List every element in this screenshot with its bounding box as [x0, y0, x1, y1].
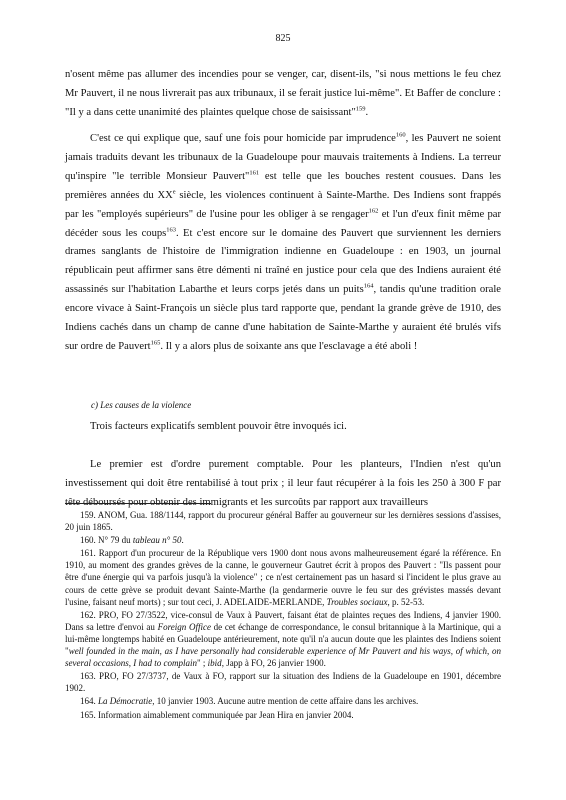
- footnote-ref-163: 163: [166, 226, 177, 233]
- paragraph-3: Trois facteurs explicatifs semblent pouvoir être invoqués ici.: [90, 421, 347, 432]
- footnote-ref-162: 162: [368, 207, 379, 215]
- footnote-161: 161. Rapport d'un procureur de la République vers 1900 dont nous avons malheureusement égaré la référence. En 1910, au moment des grandes grèves de la canne, le gouverneur Gautret écrit à propos des Pauvert : "Ils passent pour être d'une énergie qui va parfois jusqu'à la violence" ; ce n'est certainement pas un hasard si l'incident le plus grave au cours de cette grève se produit devant Sainte-Marthe (la gendarmerie ouvre le feu sur des grévistes massés devant l'usine, faisant neuf morts) ; sur tout ceci, J. ADELAIDE-MERLANDE, Troubles sociaux, p. 52-53.: [65, 548, 501, 607]
- page-number: 825: [275, 33, 291, 44]
- footnote-ref-159: 159: [355, 105, 366, 113]
- footnote-ref-165: 165: [150, 339, 161, 347]
- paragraph-2: C'est ce qui explique que, sauf une fois pour homicide par imprudence$^{160}$, les Pauvert ne soient jamais traduits devant les tribunaux de la Guadeloupe pour mauvais traitements à Indiens. La terreur qu'inspire "le terrible Monsieur Pauvert"$^{161}$ est telle que les bouches restent cousues. Dans les premières années du XXe siècle, les violences continuent à Sainte-Marthe. Des Indiens sont frappés par les "employés supérieurs" de l'usine pour les obliger à se rengager$^{162}$ et l'un d'eux finit même par décéder sous les coups$^{163}$. Et c'est encore sur le domaine des Pauvert que surviennent les derniers drames sanglants de l'histoire de l'immigration indienne en Guadeloupe : en 1903, un journal républicain peut affirmer sans être démenti ni traîné en justice pour cela que des Indiens auraient été assassinés sur l'habitation Labarthe et leurs corps jetés dans un puits$^{164}$, tandis qu'une tradition orale encore vivace à Saint-François un siècle plus tard rapporte que, pendant la grande grève de 1910, des Indiens cachés dans un champ de canne d'une habitation de Sainte-Marthe y auraient été brulés vifs sur ordre de Pauvert$^{165}$. Il y a alors plus de soixante ans que l'esclavage a été aboli !: [65, 131, 502, 352]
- footnote-160: 160. N° 79 du tableau n° 50.: [80, 535, 184, 546]
- footnote-165: 165. Information aimablement communiquée par Jean Hira en janvier 2004.: [80, 709, 354, 720]
- footnote-164: 164. La Démocratie, 10 janvier 1903. Aucune autre mention de cette affaire dans les archives.: [80, 696, 419, 707]
- paragraph-1: n'osent même pas allumer des incendies pour se venger, car, disent-ils, "si nous mettions le feu chez Mr Pauvert, il ne nous livrerait pas aux tribunaux, il se ferait justice lui-même". Et Baffer de conclure : "Il y a dans cette unanimité des plaintes quelque chose de saisissant"$^{159}$.: [65, 69, 501, 118]
- footnote-162: 162. PRO, FO 27/3522, vice-consul de Vaux à Pauvert, faisant état de plaintes reçues des Indiens, 4 janvier 1900. Dans sa lettre d'envoi au Foreign Office de cet échange de correspondance, le consul britannique à la Martinique, qui a lui-même longtemps habité en Guadeloupe antérieurement, note qu'il n'a aucun doute que les plaintes des Indiens soient "well founded in the main, as I have personally had considerable experience of Mr Pauvert and his ways, of which, on several occasions, I had to complain" ; ibid, Japp à FO, 26 janvier 1900.: [65, 609, 501, 669]
- section-heading: c) Les causes de la violence: [91, 400, 192, 410]
- footnote-divider: [65, 503, 211, 504]
- footnotes: [65, 509, 501, 722]
- footnote-ref-160: 160: [395, 131, 406, 139]
- footnote-ref-164: 164: [363, 282, 374, 290]
- footnote-ref-161: 161: [249, 169, 260, 177]
- footnote-159: 159. ANOM, Gua. 188/1144, rapport du procureur général Baffer au gouverneur sur les dernières sessions d'assises, 20 juin 1865.: [65, 510, 501, 533]
- footnote-163: 163. PRO, FO 27/3737, de Vaux à FO, rapport sur la situation des Indiens de la Guadeloupe en 1901, décembre 1902.: [65, 671, 501, 694]
- paragraph-4: Le premier est d'ordre purement comptable. Pour les planteurs, l'Indien n'est qu'un investissement qui doit être rentabilisé à tout prix ; il leur faut récupérer à la fois les 250 à 300 F par tête déboursés pour obtenir des immigrants et les surcoûts par rapport aux travailleurs: [65, 459, 501, 508]
